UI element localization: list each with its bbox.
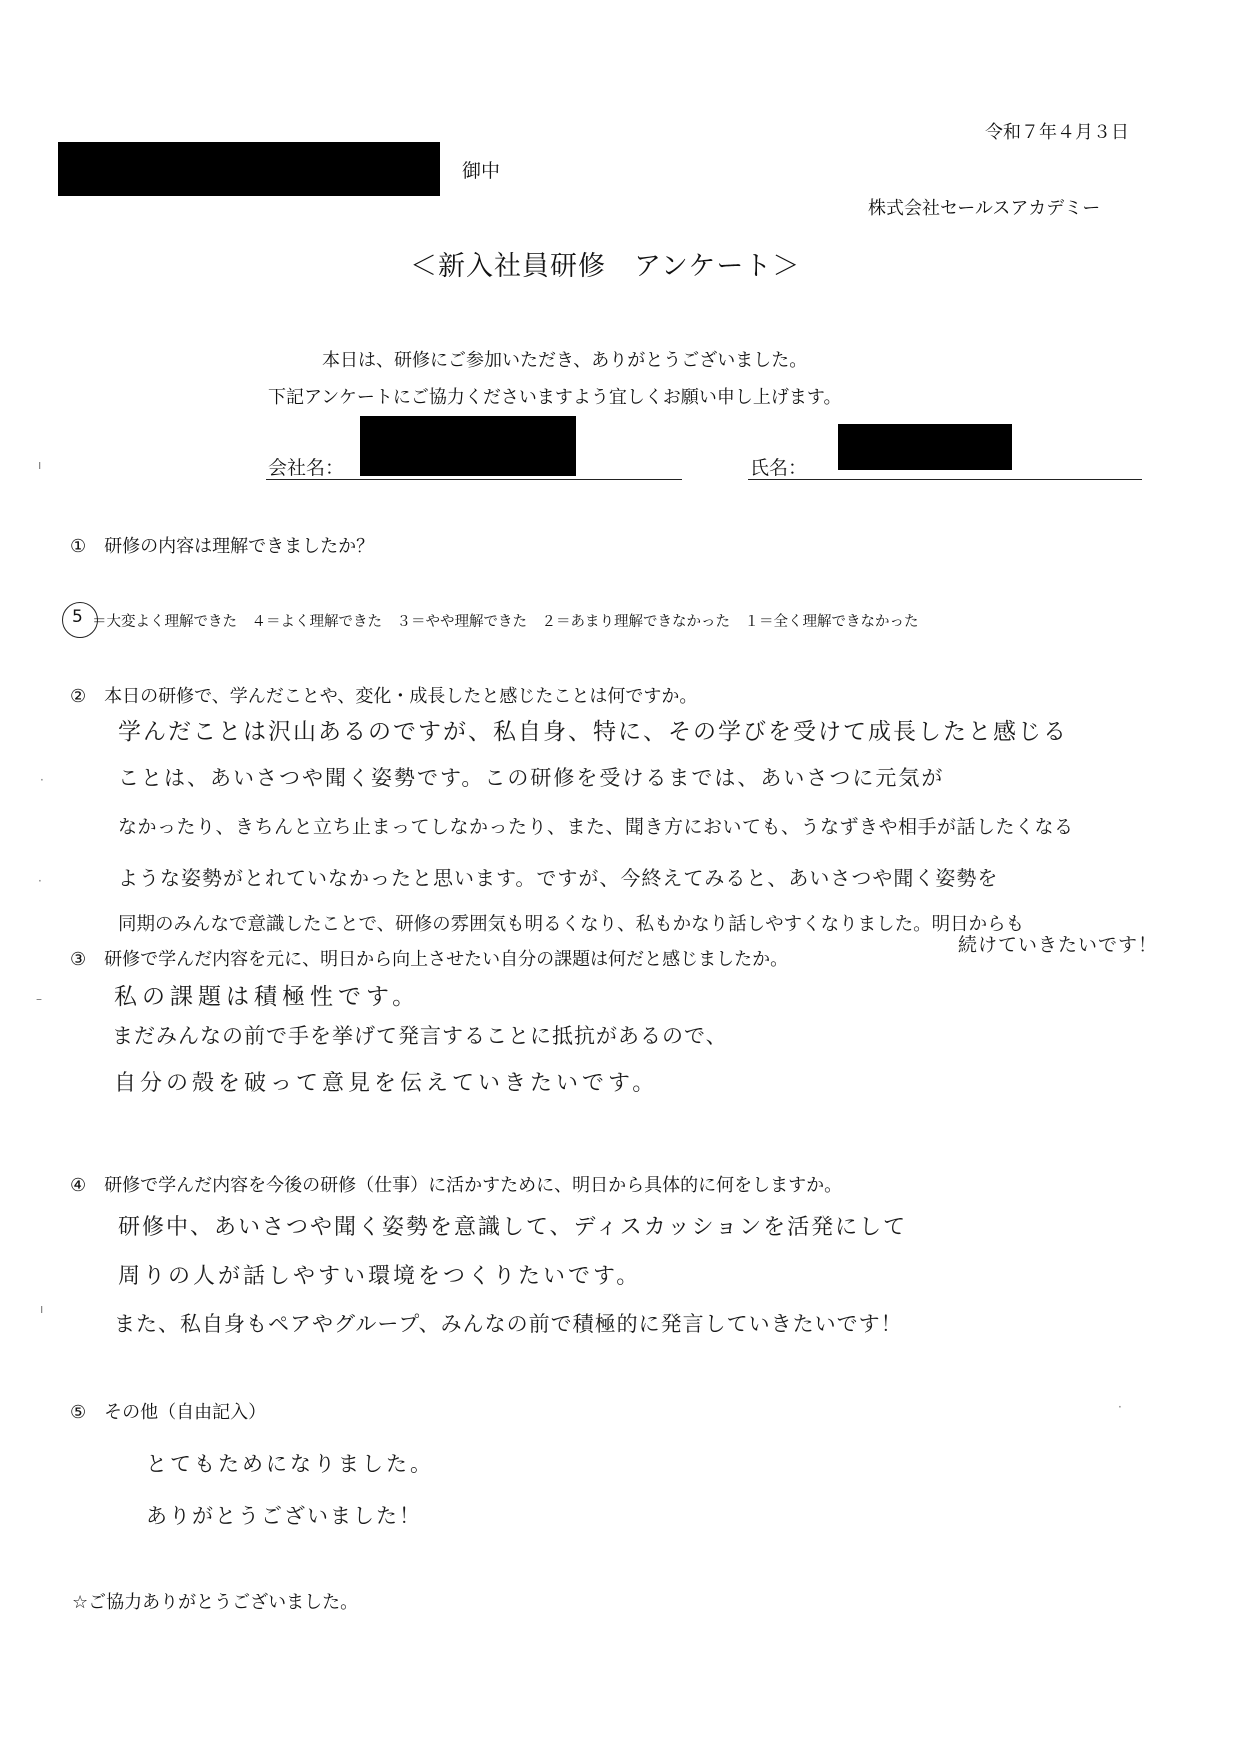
q2-answer-line-1: 学んだことは沢山あるのですが、私自身、特に、その学びを受けて成長したと感じる	[118, 719, 1068, 745]
intro-line-2: 下記アンケートにご協力くださいますよう宜しくお願い申し上げます。	[268, 387, 842, 408]
scan-speck: ·	[1118, 1400, 1122, 1414]
q2-answer-line-6: 続けていきたいです！	[958, 934, 1159, 956]
q3-answer-line-2: まだみんなの前で手を挙げて発言することに抵抗があるので、	[112, 1024, 728, 1048]
closing-thanks: ☆ご協力ありがとうございました。	[72, 1592, 359, 1613]
q3-answer-line-3: 自分の殻を破って意見を伝えていきたいです。	[114, 1071, 659, 1096]
issuer-company: 株式会社セールスアカデミー	[868, 198, 1101, 219]
q4-question: ④ 研修で学んだ内容を今後の研修（仕事）に活かすために、明日から具体的に何をしますか。	[70, 1175, 843, 1196]
q1-scale-options: ＝大変よく理解できた ４＝よく理解できた ３＝やや理解できた ２＝あまり理解できなかった １＝全く理解できなかった	[92, 614, 919, 630]
q3-question: ③ 研修で学んだ内容を元に、明日から向上させたい自分の課題は何だと感じましたか。	[70, 949, 789, 970]
q4-answer-line-1: 研修中、あいさつや聞く姿勢を意識して、ディスカッションを活発にして	[118, 1215, 908, 1240]
q2-question: ② 本日の研修で、学んだことや、変化・成長したと感じたことは何ですか。	[70, 686, 698, 707]
survey-date: 令和７年４月３日	[985, 122, 1129, 143]
company-underline	[266, 479, 682, 480]
q5-question: ⑤ その他（自由記入）	[70, 1402, 267, 1423]
company-label: 会社名：	[268, 457, 345, 479]
q4-answer-line-2: 周りの人が話しやすい環境をつくりたいです。	[118, 1264, 642, 1289]
name-underline	[748, 479, 1142, 480]
q5-answer-line-1: とてもためになりました。	[146, 1452, 434, 1476]
scan-speck: –	[36, 992, 42, 1006]
scan-speck: ı	[38, 458, 42, 472]
q3-answer-line-1: 私の課題は積極性です。	[114, 984, 421, 1010]
q4-answer-line-3: また、私自身もペアやグループ、みんなの前で積極的に発言していきたいです！	[114, 1312, 903, 1336]
q2-answer-line-5: 同期のみんなで意識したことで、研修の雰囲気も明るくなり、私もかなり話しやすくなりました。明日からも	[118, 914, 1025, 935]
intro-line-1: 本日は、研修にご参加いただき、ありがとうございました。	[322, 350, 808, 371]
page-title: ＜新入社員研修 アンケート＞	[410, 251, 801, 282]
name-label: 氏名：	[750, 457, 808, 479]
redacted-addressee	[58, 142, 440, 196]
redacted-company	[360, 416, 576, 476]
q2-answer-line-4: ような姿勢がとれていなかったと思います。ですが、今終えてみると、あいさつや聞く姿勢を	[118, 866, 999, 890]
q2-answer-line-2: ことは、あいさつや聞く姿勢です。この研修を受けるまでは、あいさつに元気が	[118, 766, 945, 790]
scan-speck: ·	[40, 773, 44, 787]
redacted-name	[838, 424, 1012, 470]
q5-answer-line-2: ありがとうございました！	[146, 1504, 422, 1528]
addressee-suffix: 御中	[462, 160, 501, 182]
scan-speck: ·	[38, 874, 42, 888]
q2-answer-line-3: なかったり、きちんと立ち止まってしなかったり、また、聞き方においても、うなずきや相手が話したくなる	[118, 816, 1074, 838]
q1-question: ① 研修の内容は理解できましたか？	[70, 536, 375, 557]
scan-speck: ı	[40, 1302, 44, 1316]
q1-selected-value: 5	[72, 607, 83, 627]
